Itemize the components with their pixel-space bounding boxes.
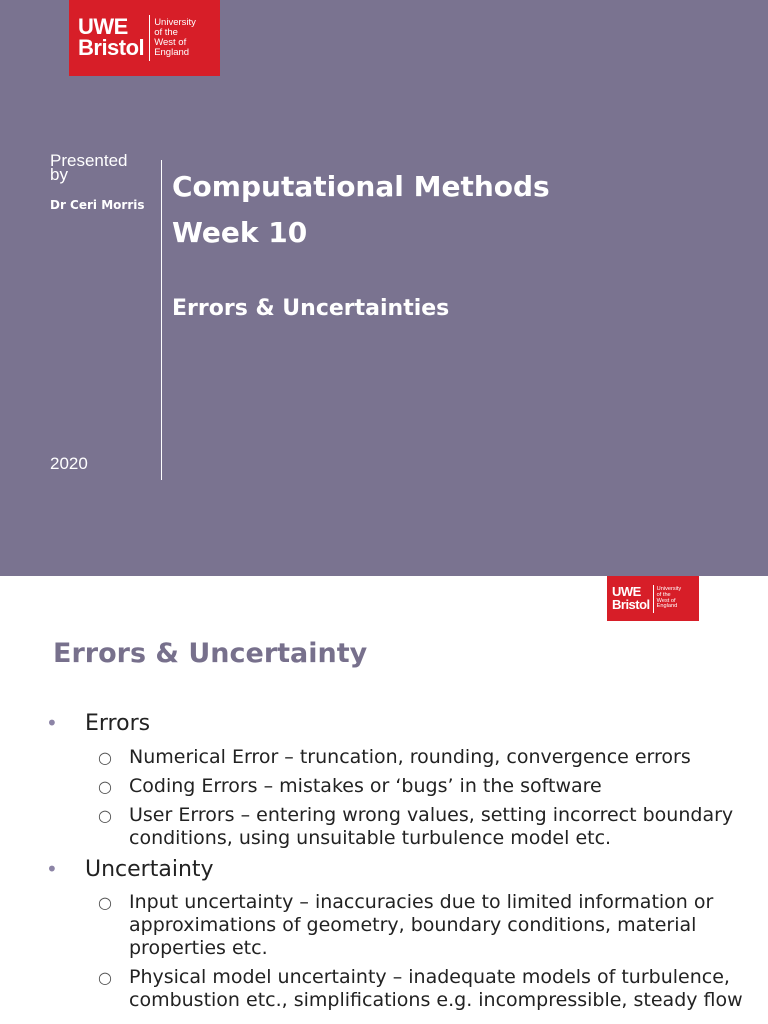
logo-university-text [154, 18, 196, 58]
slide-title [172, 164, 550, 256]
logo-small-univ-line1: University [656, 585, 682, 592]
logo-univ-line1: University [154, 17, 196, 29]
presenter-name: Dr Ceri Morris [50, 198, 145, 212]
logo-mark-line2: Bristol [78, 35, 145, 60]
logo-univ-line3: West of [154, 37, 187, 48]
bullet-errors-label: Errors [85, 711, 151, 736]
sub-bullet-coding-errors [98, 775, 758, 798]
sub-bullet-numerical-error [98, 746, 758, 769]
logo-small-univ-line3: West of [656, 597, 676, 604]
sub-bullet-circle: ○ [98, 806, 112, 825]
bullet-dot: • [46, 857, 58, 881]
uwe-bristol-logo [69, 0, 220, 76]
sub-bullet-text: Physical model uncertainty – inadequate models of turbulence, combustion etc., simplifications e.g. incompressible, steady flow [129, 966, 743, 1011]
sub-bullet-physical-model-uncertainty [98, 966, 758, 1012]
bullet-dot: • [46, 711, 58, 735]
logo-small-univ-line4: England [656, 603, 678, 610]
uwe-bristol-logo-small [607, 576, 699, 621]
sub-bullet-user-errors [98, 804, 758, 850]
title-divider-line [161, 160, 162, 480]
sub-bullet-text: User Errors – entering wrong values, setting incorrect boundary conditions, using unsuitable turbulence model etc. [129, 804, 734, 849]
logo-univ-line4: England [154, 46, 190, 58]
logo-small-univ-line2: of the [656, 591, 671, 598]
sub-bullet-input-uncertainty [98, 891, 758, 960]
logo-mark [78, 14, 145, 60]
logo-divider-small [653, 585, 654, 613]
sub-bullet-circle: ○ [98, 893, 112, 912]
bullet-uncertainty-label: Uncertainty [85, 857, 214, 882]
slide-year: 2020 [50, 454, 88, 473]
sub-bullet-circle: ○ [98, 968, 112, 987]
content-heading: Errors & Uncertainty [53, 638, 368, 669]
sub-bullet-circle: ○ [98, 748, 112, 767]
slide-subtitle: Errors & Uncertainties [172, 296, 450, 321]
logo-mark-line1: UWE [78, 14, 128, 40]
logo-divider [149, 15, 150, 61]
logo-univ-line2: of the [154, 27, 178, 39]
sub-bullet-text: Numerical Error – truncation, rounding, convergence errors [129, 746, 691, 768]
logo-mark-small [612, 586, 650, 611]
sub-bullet-text: Coding Errors – mistakes or ‘bugs’ in the software [129, 775, 602, 797]
slide-title-line2: Week 10 [172, 216, 308, 249]
logo-mark-small-line1: UWE [612, 584, 641, 600]
presented-by-label: Presented by [50, 151, 128, 184]
sub-bullet-circle: ○ [98, 777, 112, 796]
logo-university-text-small [657, 587, 682, 610]
logo-mark-small-line2: Bristol [612, 596, 650, 612]
slide-title-line1: Computational Methods [172, 170, 550, 203]
sub-bullet-text: Input uncertainty – inaccuracies due to limited information or approximations of geometry, boundary conditions, material properties etc. [129, 891, 714, 959]
